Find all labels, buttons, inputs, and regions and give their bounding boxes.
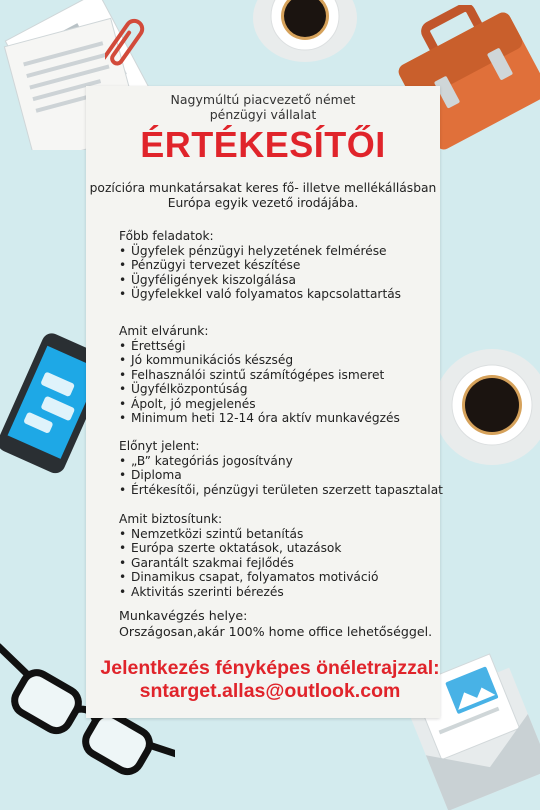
tasks-heading: Főbb feladatok: [119,229,214,243]
paperclip-icon [105,12,145,72]
requirement-item: • Minimum heti 12-14 óra aktív munkavégzés [119,411,400,426]
offer-item: • Dinamikus csapat, folyamatos motiváció [119,570,378,585]
coffee-cup-icon [250,0,360,68]
advantages-section [119,439,443,497]
requirement-item: • Jó kommunikációs készség [119,353,400,368]
offer-item: • Aktivitás szerinti bérezés [119,585,378,600]
company-description [86,92,440,122]
contact-email[interactable]: sntarget.allas@outlook.com [139,680,401,702]
advantage-item: • Értékesítői, pénzügyi területen szerzett tapasztalat [119,483,443,498]
advantages-heading: Előnyt jelent: [119,439,200,453]
requirement-item: • Ügyfélközpontúság [119,382,400,397]
intro-text [86,181,440,211]
task-item: • Ügyféligények kiszolgálása [119,273,401,288]
company-line-1: Nagymúltú piacvezető német [170,92,356,107]
location-section [119,608,432,639]
requirement-item: • Felhasználói szintű számítógépes ismeret [119,368,400,383]
application-instructions: Jelentkezés fényképes önéletrajzzal: [100,657,440,679]
task-item: • Ügyfelekkel való folyamatos kapcsolattartás [119,287,401,302]
requirement-item: • Ápolt, jó megjelenés [119,397,400,412]
requirements-heading: Amit elvárunk: [119,324,209,338]
offer-item: • Nemzetközi szintű betanítás [119,527,378,542]
offer-item: • Garantált szakmai fejlődés [119,556,378,571]
task-item: • Ügyfelek pénzügyi helyzetének felmérése [119,244,401,259]
coffee-cup-icon [430,345,540,465]
intro-line-2: Európa egyik vezető irodájába. [167,196,359,210]
offer-heading: Amit biztosítunk: [119,512,223,526]
location-text: Országosan,akár 100% home office lehetőséggel. [119,623,433,639]
requirement-item: • Érettségi [119,339,400,354]
job-title: ÉRTÉKESÍTŐI [140,124,386,165]
advantage-item: • Diploma [119,468,443,483]
task-item: • Pénzügyi tervezet készítése [119,258,401,273]
job-ad-card [86,86,443,718]
company-line-2: pénzügyi vállalat [209,107,317,122]
intro-line-1: pozícióra munkatársakat keres fő- illetve mellékállásban [89,181,437,195]
offer-section [119,512,378,599]
advantage-item: • „B” kategóriás jogosítvány [119,454,443,469]
tasks-section [119,229,401,302]
location-heading: Munkavégzés helye: [119,608,248,623]
requirements-section [119,324,400,426]
offer-item: • Európa szerte oktatások, utazások [119,541,378,556]
